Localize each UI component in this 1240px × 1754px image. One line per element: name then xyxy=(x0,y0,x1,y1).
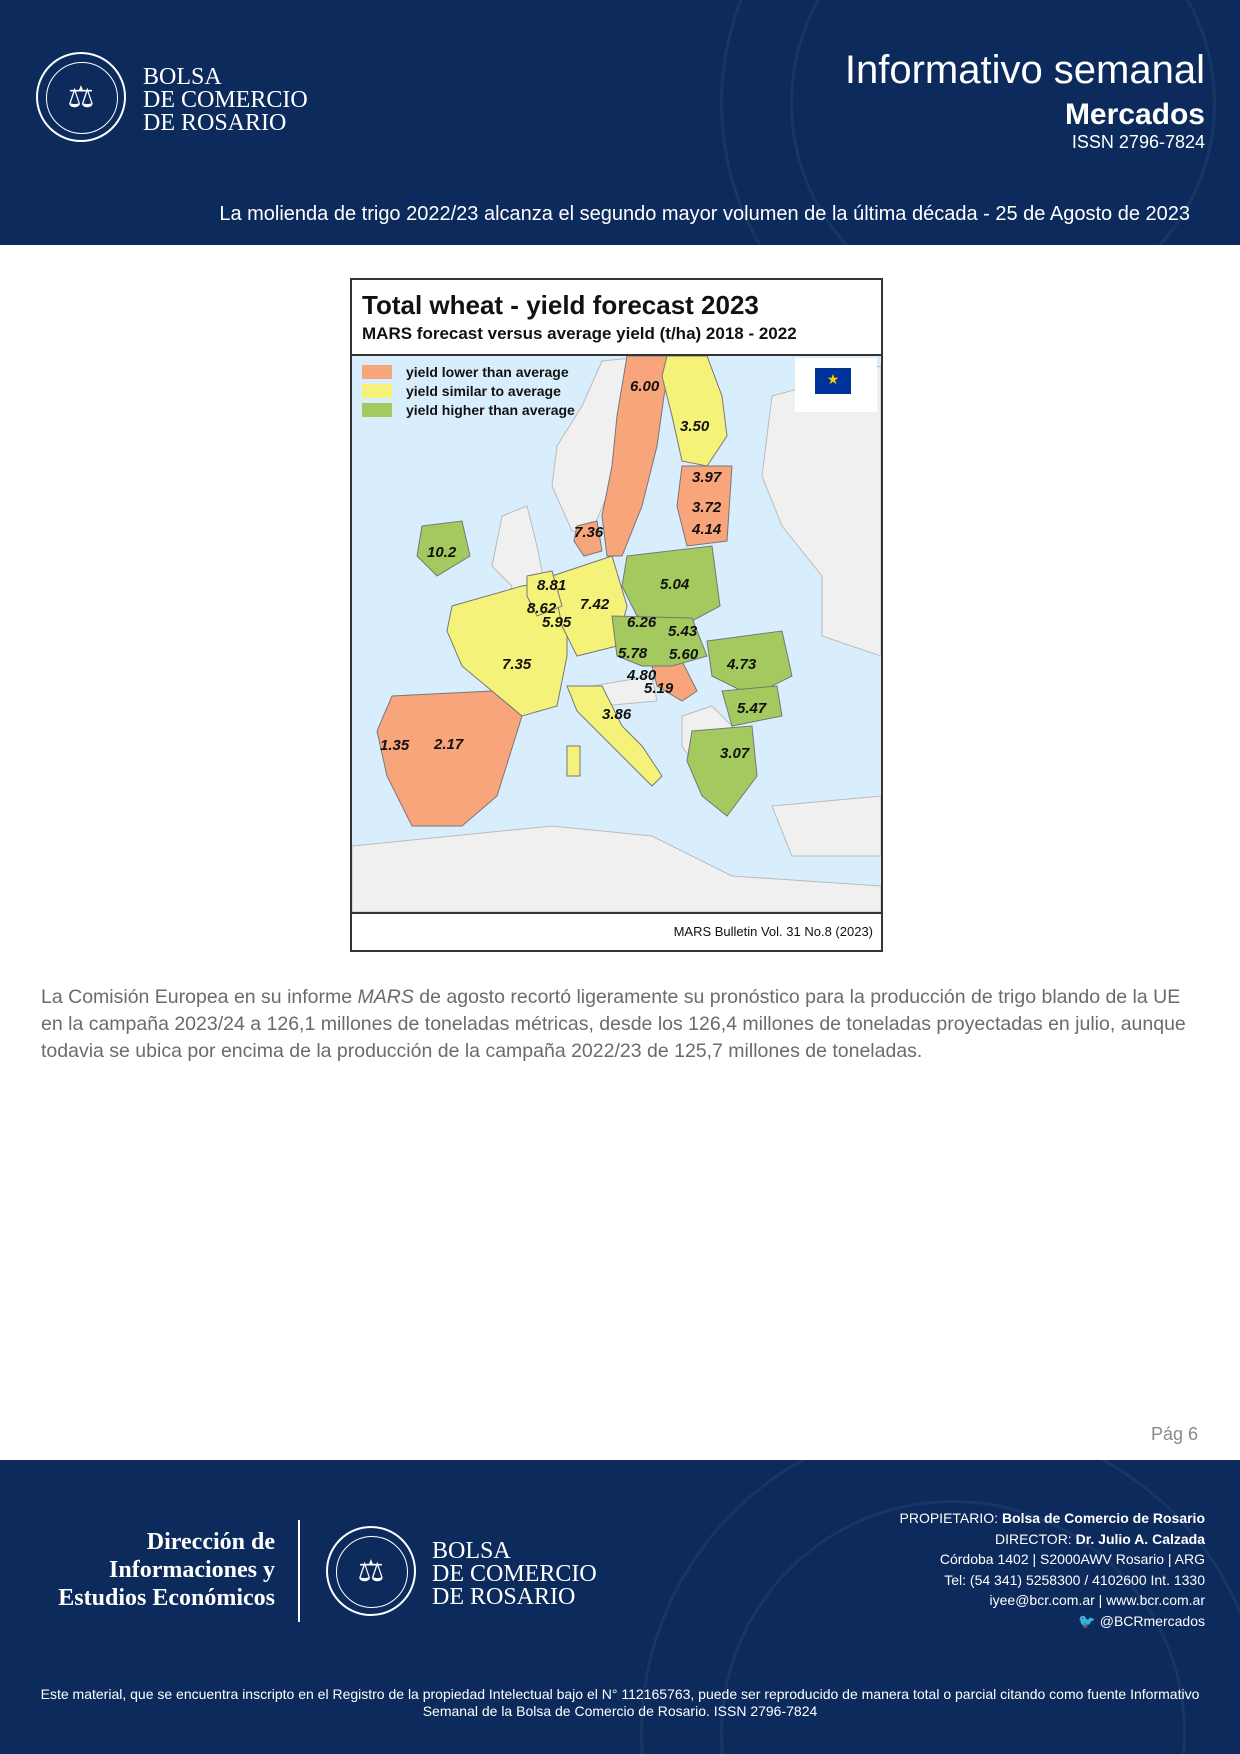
legend-swatch-lower xyxy=(362,365,392,379)
director-line: DIRECTOR: Dr. Julio A. Calzada xyxy=(994,1530,1205,1547)
land-turkey xyxy=(772,796,881,856)
yield-label: 10.2 xyxy=(427,544,457,561)
yield-label: 3.50 xyxy=(680,418,710,435)
yield-label: 5.47 xyxy=(737,700,767,717)
footer-divider xyxy=(298,1520,300,1622)
figure-source: MARS Bulletin Vol. 31 No.8 (2023) xyxy=(673,924,873,939)
yield-label: 3.86 xyxy=(602,706,632,723)
yield-label: 7.36 xyxy=(574,524,604,541)
legend-swatch-higher xyxy=(362,403,392,417)
yield-label: 3.97 xyxy=(692,469,722,486)
phone-line: Tel: (54 341) 5258300 / 4102600 Int. 1330 xyxy=(944,1571,1205,1588)
bcr-seal-logo: ⚖ xyxy=(36,52,126,142)
page-footer xyxy=(0,1460,1240,1754)
yield-label: 4.14 xyxy=(692,521,722,538)
region-sardinia xyxy=(567,746,580,776)
twitter-bird-icon: 🐦 xyxy=(1078,1613,1096,1630)
yield-label: 4.73 xyxy=(727,656,757,673)
yield-label: 1.35 xyxy=(380,737,410,754)
body-paragraph: La Comisión Europea en su informe MARS de agosto recortó ligeramente su pronóstico para la producción de trigo blando de la UE en la campaña 2023/24 a 126,1 millones de toneladas métricas, desde los 126,4 millones de toneladas proyectadas en julio, aunque todavia se ubica por encima de la producción de la campaña 2022/23 de 125,7 millones de toneladas. xyxy=(41,986,1186,1062)
web-email-link[interactable]: iyee@bcr.com.ar | www.bcr.com.ar xyxy=(989,1592,1205,1608)
figure-title: Total wheat - yield forecast 2023 xyxy=(362,290,759,320)
legend-higher: yield higher than average xyxy=(362,402,575,418)
report-issn: ISSN 2796-7824 xyxy=(1071,132,1205,152)
legal-notice: Este material, que se encuentra inscripto en el Registro de la propiedad Intelectual bajo el N° 112165763, puede ser reproducido de manera total o parcial citando como fuente Informativo Semanal de la Bolsa de Comercio de Rosario. ISSN 2796-7824 xyxy=(40,1686,1200,1719)
yield-label: 6.26 xyxy=(627,614,657,631)
yield-label: 5.60 xyxy=(669,646,699,663)
twitter-link[interactable]: 🐦 @BCRmercados xyxy=(1078,1612,1205,1630)
owner-line: PROPIETARIO: Bolsa de Comercio de Rosario xyxy=(899,1510,1205,1526)
contact-block xyxy=(900,1508,1206,1632)
address-line: Córdoba 1402 | S2000AWV Rosario | ARG xyxy=(939,1551,1205,1567)
yield-label: 3.07 xyxy=(720,745,750,762)
yield-label: 3.72 xyxy=(692,499,722,516)
article-headline: La molienda de trigo 2022/23 alcanza el segundo mayor volumen de la última década - 25 de Agosto de 2023 xyxy=(219,203,1190,225)
department-name: Dirección de Informaciones y Estudios Económicos xyxy=(58,1529,275,1611)
yield-label: 5.19 xyxy=(644,680,674,697)
yield-label: 7.42 xyxy=(580,596,610,613)
bcr-logo-wordmark: BOLSA DE COMERCIO DE ROSARIO xyxy=(143,64,308,136)
region-finland xyxy=(662,356,727,466)
legend-swatch-similar xyxy=(362,384,392,398)
region-greece xyxy=(687,726,757,816)
europe-map xyxy=(352,354,881,914)
region-iberia xyxy=(377,691,522,826)
europe-map-shapes xyxy=(352,356,881,912)
yield-label: 5.04 xyxy=(660,576,690,593)
yield-label: 5.95 xyxy=(542,614,572,631)
yield-label: 5.43 xyxy=(668,623,698,640)
yield-label: 6.00 xyxy=(630,378,660,395)
figure-subtitle: MARS forecast versus average yield (t/ha) 2018 - 2022 xyxy=(362,324,797,343)
page-header xyxy=(0,0,1240,245)
yield-label: 4.80 xyxy=(627,667,657,684)
page-number: Pág 6 xyxy=(1150,1424,1198,1444)
report-title: Informativo semanal xyxy=(844,48,1205,92)
wheat-yield-map-figure xyxy=(350,278,883,952)
yield-label: 5.78 xyxy=(618,645,648,662)
legend-similar: yield similar to average xyxy=(362,383,561,399)
yield-label: 2.17 xyxy=(434,736,464,753)
bcr-logo-wordmark: BOLSA DE COMERCIO DE ROSARIO xyxy=(432,1538,597,1610)
yield-label: 7.35 xyxy=(502,656,532,673)
eu-flag-icon: ★ xyxy=(795,358,877,412)
legend-lower: yield lower than average xyxy=(362,364,569,380)
yield-label: 8.81 xyxy=(537,577,567,594)
yield-label: 8.62 xyxy=(527,600,557,617)
bcr-seal-logo: ⚖ xyxy=(326,1526,416,1616)
report-section: Mercados xyxy=(1064,98,1205,131)
